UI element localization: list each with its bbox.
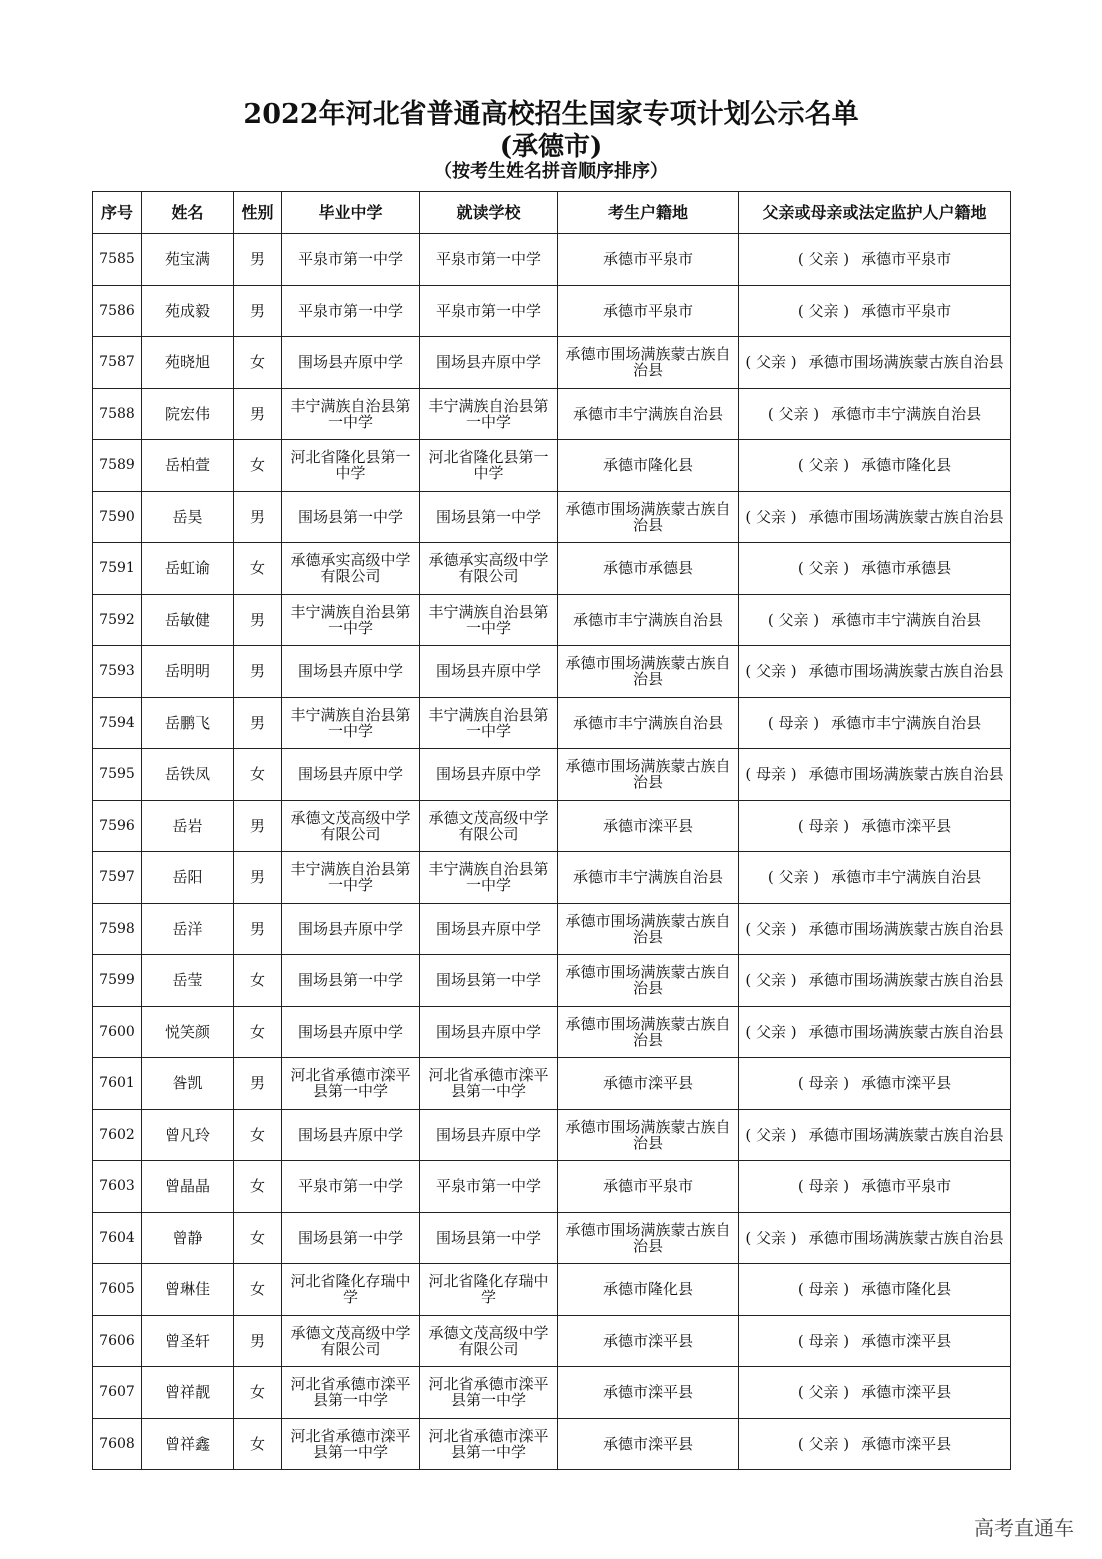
guardian-place: 承德市围场满族蒙古族自治县 bbox=[808, 1125, 1004, 1144]
cell-name: 岳昊 bbox=[142, 491, 234, 543]
cell-grad-school: 围场县第一中学 bbox=[282, 955, 420, 1007]
cell-name: 苑宝满 bbox=[142, 234, 234, 286]
cell-grad-school: 承德文茂高级中学有限公司 bbox=[282, 1315, 420, 1367]
cell-sex: 女 bbox=[234, 1367, 282, 1419]
guardian-place: 承德市滦平县 bbox=[861, 1383, 952, 1402]
cell-grad-school: 丰宁满族自治县第一中学 bbox=[282, 697, 420, 749]
cell-name: 岳洋 bbox=[142, 903, 234, 955]
table-row bbox=[93, 852, 1011, 904]
cell-name: 岳岩 bbox=[142, 800, 234, 852]
cell-sex: 女 bbox=[234, 1418, 282, 1470]
cell-seq: 7599 bbox=[93, 955, 142, 1007]
cell-grad-school: 围场县第一中学 bbox=[282, 491, 420, 543]
col-header-guardian-registration: 父亲或母亲或法定监护人户籍地 bbox=[739, 192, 1011, 234]
guardian-relation: ( 父亲 ) bbox=[745, 353, 797, 372]
cell-guardian-registration bbox=[739, 285, 1011, 337]
cell-seq: 7595 bbox=[93, 749, 142, 801]
guardian-place: 承德市丰宁满族自治县 bbox=[831, 713, 982, 732]
cell-name: 悦笑颜 bbox=[142, 1006, 234, 1058]
cell-sex: 女 bbox=[234, 1264, 282, 1316]
guardian-relation: ( 父亲 ) bbox=[797, 1434, 850, 1453]
cell-registration: 承德市围场满族蒙古族自治县 bbox=[558, 903, 739, 955]
cell-seq: 7596 bbox=[93, 800, 142, 852]
guardian-place: 承德市滦平县 bbox=[861, 1331, 952, 1350]
cell-sex: 女 bbox=[234, 1161, 282, 1213]
cell-current-school: 围场县卉原中学 bbox=[420, 903, 558, 955]
cell-sex: 男 bbox=[234, 234, 282, 286]
cell-seq: 7593 bbox=[93, 646, 142, 698]
cell-sex: 女 bbox=[234, 1006, 282, 1058]
guardian-relation: ( 父亲 ) bbox=[767, 610, 820, 629]
cell-registration: 承德市平泉市 bbox=[558, 234, 739, 286]
cell-registration: 承德市平泉市 bbox=[558, 285, 739, 337]
table-row bbox=[93, 388, 1011, 440]
table-row bbox=[93, 543, 1011, 595]
cell-seq: 7606 bbox=[93, 1315, 142, 1367]
cell-grad-school: 围场县卉原中学 bbox=[282, 337, 420, 389]
guardian-relation: ( 父亲 ) bbox=[745, 507, 797, 526]
cell-sex: 男 bbox=[234, 491, 282, 543]
cell-registration: 承德市围场满族蒙古族自治县 bbox=[558, 646, 739, 698]
table-row bbox=[93, 1367, 1011, 1419]
guardian-relation: ( 父亲 ) bbox=[745, 1228, 797, 1247]
cell-registration: 承德市滦平县 bbox=[558, 1367, 739, 1419]
cell-sex: 女 bbox=[234, 1109, 282, 1161]
cell-grad-school: 丰宁满族自治县第一中学 bbox=[282, 594, 420, 646]
cell-sex: 男 bbox=[234, 697, 282, 749]
cell-registration: 承德市丰宁满族自治县 bbox=[558, 697, 739, 749]
table-row bbox=[93, 1109, 1011, 1161]
cell-current-school: 河北省隆化县第一中学 bbox=[420, 440, 558, 492]
guardian-relation: ( 父亲 ) bbox=[767, 868, 820, 887]
cell-grad-school: 河北省隆化县第一中学 bbox=[282, 440, 420, 492]
guardian-relation: ( 母亲 ) bbox=[745, 765, 797, 784]
guardian-relation: ( 父亲 ) bbox=[797, 559, 850, 578]
cell-sex: 女 bbox=[234, 337, 282, 389]
guardian-relation: ( 母亲 ) bbox=[767, 713, 820, 732]
table-row bbox=[93, 1006, 1011, 1058]
cell-guardian-registration bbox=[739, 697, 1011, 749]
cell-registration: 承德市围场满族蒙古族自治县 bbox=[558, 1109, 739, 1161]
guardian-place: 承德市承德县 bbox=[861, 559, 952, 578]
watermark-text: 高考直通车 bbox=[974, 1516, 1074, 1540]
cell-seq: 7604 bbox=[93, 1212, 142, 1264]
guardian-place: 承德市围场满族蒙古族自治县 bbox=[808, 662, 1004, 681]
cell-name: 岳明明 bbox=[142, 646, 234, 698]
cell-sex: 男 bbox=[234, 852, 282, 904]
cell-grad-school: 围场县卉原中学 bbox=[282, 646, 420, 698]
guardian-place: 承德市丰宁满族自治县 bbox=[831, 610, 982, 629]
cell-guardian-registration bbox=[739, 852, 1011, 904]
cell-grad-school: 河北省承德市滦平县第一中学 bbox=[282, 1418, 420, 1470]
cell-name: 院宏伟 bbox=[142, 388, 234, 440]
cell-name: 岳柏萱 bbox=[142, 440, 234, 492]
guardian-relation: ( 父亲 ) bbox=[797, 456, 850, 475]
cell-name: 曾祥靓 bbox=[142, 1367, 234, 1419]
cell-sex: 男 bbox=[234, 646, 282, 698]
cell-registration: 承德市承德县 bbox=[558, 543, 739, 595]
col-header-grad-school: 毕业中学 bbox=[282, 192, 420, 234]
cell-grad-school: 围场县卉原中学 bbox=[282, 1109, 420, 1161]
cell-seq: 7592 bbox=[93, 594, 142, 646]
col-header-name: 姓名 bbox=[142, 192, 234, 234]
cell-sex: 男 bbox=[234, 1058, 282, 1110]
cell-guardian-registration bbox=[739, 749, 1011, 801]
cell-guardian-registration bbox=[739, 1006, 1011, 1058]
cell-seq: 7585 bbox=[93, 234, 142, 286]
table-row bbox=[93, 955, 1011, 1007]
cell-current-school: 围场县卉原中学 bbox=[420, 337, 558, 389]
cell-grad-school: 平泉市第一中学 bbox=[282, 1161, 420, 1213]
cell-guardian-registration bbox=[739, 1109, 1011, 1161]
cell-registration: 承德市围场满族蒙古族自治县 bbox=[558, 1006, 739, 1058]
cell-sex: 女 bbox=[234, 440, 282, 492]
cell-registration: 承德市围场满族蒙古族自治县 bbox=[558, 955, 739, 1007]
cell-guardian-registration bbox=[739, 1315, 1011, 1367]
cell-registration: 承德市滦平县 bbox=[558, 800, 739, 852]
guardian-relation: ( 父亲 ) bbox=[745, 662, 797, 681]
guardian-relation: ( 父亲 ) bbox=[797, 301, 850, 320]
cell-registration: 承德市隆化县 bbox=[558, 440, 739, 492]
cell-grad-school: 围场县第一中学 bbox=[282, 1212, 420, 1264]
cell-name: 岳敏健 bbox=[142, 594, 234, 646]
cell-sex: 女 bbox=[234, 749, 282, 801]
guardian-place: 承德市围场满族蒙古族自治县 bbox=[808, 353, 1004, 372]
cell-sex: 男 bbox=[234, 594, 282, 646]
cell-grad-school: 丰宁满族自治县第一中学 bbox=[282, 388, 420, 440]
cell-registration: 承德市围场满族蒙古族自治县 bbox=[558, 1212, 739, 1264]
table-row bbox=[93, 1264, 1011, 1316]
cell-seq: 7589 bbox=[93, 440, 142, 492]
cell-name: 苑晓旭 bbox=[142, 337, 234, 389]
cell-grad-school: 平泉市第一中学 bbox=[282, 234, 420, 286]
guardian-relation: ( 父亲 ) bbox=[745, 971, 797, 990]
cell-current-school: 围场县第一中学 bbox=[420, 1212, 558, 1264]
cell-grad-school: 河北省隆化存瑞中学 bbox=[282, 1264, 420, 1316]
table-row bbox=[93, 697, 1011, 749]
cell-current-school: 围场县第一中学 bbox=[420, 491, 558, 543]
guardian-relation: ( 母亲 ) bbox=[797, 1074, 850, 1093]
table-row bbox=[93, 1058, 1011, 1110]
cell-seq: 7597 bbox=[93, 852, 142, 904]
table-row bbox=[93, 1161, 1011, 1213]
cell-seq: 7607 bbox=[93, 1367, 142, 1419]
guardian-relation: ( 父亲 ) bbox=[767, 404, 820, 423]
guardian-place: 承德市围场满族蒙古族自治县 bbox=[808, 1228, 1004, 1247]
guardian-place: 承德市丰宁满族自治县 bbox=[831, 868, 982, 887]
table-row bbox=[93, 491, 1011, 543]
cell-seq: 7586 bbox=[93, 285, 142, 337]
table-row bbox=[93, 1315, 1011, 1367]
cell-current-school: 丰宁满族自治县第一中学 bbox=[420, 697, 558, 749]
cell-guardian-registration bbox=[739, 337, 1011, 389]
table-row bbox=[93, 749, 1011, 801]
cell-guardian-registration bbox=[739, 800, 1011, 852]
cell-name: 岳虹谕 bbox=[142, 543, 234, 595]
guardian-relation: ( 父亲 ) bbox=[797, 1383, 850, 1402]
cell-sex: 男 bbox=[234, 800, 282, 852]
col-header-sex: 性别 bbox=[234, 192, 282, 234]
cell-current-school: 围场县卉原中学 bbox=[420, 1006, 558, 1058]
table-row bbox=[93, 903, 1011, 955]
cell-registration: 承德市平泉市 bbox=[558, 1161, 739, 1213]
cell-seq: 7601 bbox=[93, 1058, 142, 1110]
cell-guardian-registration bbox=[739, 234, 1011, 286]
cell-sex: 男 bbox=[234, 1315, 282, 1367]
cell-current-school: 承德文茂高级中学有限公司 bbox=[420, 1315, 558, 1367]
cell-name: 曾凡玲 bbox=[142, 1109, 234, 1161]
cell-sex: 女 bbox=[234, 543, 282, 595]
cell-name: 昝凯 bbox=[142, 1058, 234, 1110]
cell-registration: 承德市丰宁满族自治县 bbox=[558, 852, 739, 904]
guardian-place: 承德市滦平县 bbox=[861, 1074, 952, 1093]
table-row bbox=[93, 800, 1011, 852]
cell-seq: 7594 bbox=[93, 697, 142, 749]
cell-registration: 承德市滦平县 bbox=[558, 1315, 739, 1367]
cell-guardian-registration bbox=[739, 594, 1011, 646]
table-row bbox=[93, 594, 1011, 646]
cell-registration: 承德市围场满族蒙古族自治县 bbox=[558, 749, 739, 801]
table-header-row bbox=[93, 192, 1011, 234]
cell-current-school: 河北省承德市滦平县第一中学 bbox=[420, 1418, 558, 1470]
cell-current-school: 承德文茂高级中学有限公司 bbox=[420, 800, 558, 852]
cell-grad-school: 承德承实高级中学有限公司 bbox=[282, 543, 420, 595]
guardian-relation: ( 母亲 ) bbox=[797, 816, 850, 835]
guardian-place: 承德市围场满族蒙古族自治县 bbox=[808, 1022, 1004, 1041]
cell-current-school: 河北省承德市滦平县第一中学 bbox=[420, 1367, 558, 1419]
cell-current-school: 平泉市第一中学 bbox=[420, 285, 558, 337]
cell-seq: 7603 bbox=[93, 1161, 142, 1213]
cell-guardian-registration bbox=[739, 1058, 1011, 1110]
cell-name: 岳鹏飞 bbox=[142, 697, 234, 749]
cell-seq: 7587 bbox=[93, 337, 142, 389]
cell-grad-school: 平泉市第一中学 bbox=[282, 285, 420, 337]
cell-seq: 7608 bbox=[93, 1418, 142, 1470]
cell-name: 岳莹 bbox=[142, 955, 234, 1007]
cell-sex: 女 bbox=[234, 1212, 282, 1264]
cell-current-school: 丰宁满族自治县第一中学 bbox=[420, 594, 558, 646]
table-row bbox=[93, 440, 1011, 492]
guardian-relation: ( 父亲 ) bbox=[745, 1125, 797, 1144]
cell-registration: 承德市滦平县 bbox=[558, 1418, 739, 1470]
guardian-place: 承德市隆化县 bbox=[861, 1280, 952, 1299]
cell-name: 曾圣轩 bbox=[142, 1315, 234, 1367]
guardian-relation: ( 父亲 ) bbox=[745, 1022, 797, 1041]
guardian-place: 承德市围场满族蒙古族自治县 bbox=[808, 919, 1004, 938]
cell-current-school: 承德承实高级中学有限公司 bbox=[420, 543, 558, 595]
cell-current-school: 河北省隆化存瑞中学 bbox=[420, 1264, 558, 1316]
guardian-place: 承德市围场满族蒙古族自治县 bbox=[808, 507, 1004, 526]
cell-seq: 7588 bbox=[93, 388, 142, 440]
guardian-place: 承德市平泉市 bbox=[861, 1177, 952, 1196]
cell-current-school: 丰宁满族自治县第一中学 bbox=[420, 852, 558, 904]
cell-registration: 承德市围场满族蒙古族自治县 bbox=[558, 491, 739, 543]
cell-registration: 承德市丰宁满族自治县 bbox=[558, 388, 739, 440]
col-header-current-school: 就读学校 bbox=[420, 192, 558, 234]
cell-guardian-registration bbox=[739, 491, 1011, 543]
cell-name: 曾静 bbox=[142, 1212, 234, 1264]
cell-guardian-registration bbox=[739, 1264, 1011, 1316]
cell-seq: 7600 bbox=[93, 1006, 142, 1058]
page-subtitle: (承德市) bbox=[499, 132, 603, 162]
cell-grad-school: 丰宁满族自治县第一中学 bbox=[282, 852, 420, 904]
guardian-relation: ( 父亲 ) bbox=[745, 919, 797, 938]
col-header-registration: 考生户籍地 bbox=[558, 192, 739, 234]
cell-seq: 7591 bbox=[93, 543, 142, 595]
guardian-place: 承德市丰宁满族自治县 bbox=[831, 404, 982, 423]
guardian-place: 承德市平泉市 bbox=[861, 301, 952, 320]
guardian-relation: ( 父亲 ) bbox=[797, 250, 850, 269]
cell-guardian-registration bbox=[739, 1367, 1011, 1419]
guardian-place: 承德市平泉市 bbox=[861, 250, 952, 269]
guardian-place: 承德市滦平县 bbox=[861, 1434, 952, 1453]
cell-grad-school: 河北省承德市滦平县第一中学 bbox=[282, 1367, 420, 1419]
page-title: 2022年河北省普通高校招生国家专项计划公示名单 bbox=[243, 99, 859, 130]
cell-seq: 7602 bbox=[93, 1109, 142, 1161]
cell-name: 岳铁凤 bbox=[142, 749, 234, 801]
guardian-relation: ( 母亲 ) bbox=[797, 1331, 850, 1350]
cell-current-school: 平泉市第一中学 bbox=[420, 234, 558, 286]
table-row bbox=[93, 646, 1011, 698]
cell-seq: 7605 bbox=[93, 1264, 142, 1316]
cell-guardian-registration bbox=[739, 955, 1011, 1007]
cell-guardian-registration bbox=[739, 646, 1011, 698]
cell-registration: 承德市围场满族蒙古族自治县 bbox=[558, 337, 739, 389]
cell-sex: 男 bbox=[234, 903, 282, 955]
cell-name: 曾祥鑫 bbox=[142, 1418, 234, 1470]
guardian-place: 承德市隆化县 bbox=[861, 456, 952, 475]
col-header-seq: 序号 bbox=[93, 192, 142, 234]
cell-name: 岳阳 bbox=[142, 852, 234, 904]
table-row bbox=[93, 234, 1011, 286]
cell-grad-school: 承德文茂高级中学有限公司 bbox=[282, 800, 420, 852]
cell-current-school: 围场县卉原中学 bbox=[420, 749, 558, 801]
cell-current-school: 围场县第一中学 bbox=[420, 955, 558, 1007]
cell-current-school: 河北省承德市滦平县第一中学 bbox=[420, 1058, 558, 1110]
guardian-relation: ( 母亲 ) bbox=[797, 1280, 850, 1299]
cell-guardian-registration bbox=[739, 388, 1011, 440]
guardian-relation: ( 母亲 ) bbox=[797, 1177, 850, 1196]
guardian-place: 承德市围场满族蒙古族自治县 bbox=[808, 765, 1004, 784]
table-row bbox=[93, 1418, 1011, 1470]
cell-guardian-registration bbox=[739, 1418, 1011, 1470]
guardian-place: 承德市滦平县 bbox=[861, 816, 952, 835]
cell-name: 苑成毅 bbox=[142, 285, 234, 337]
cell-name: 曾晶晶 bbox=[142, 1161, 234, 1213]
cell-registration: 承德市丰宁满族自治县 bbox=[558, 594, 739, 646]
cell-guardian-registration bbox=[739, 1212, 1011, 1264]
guardian-place: 承德市围场满族蒙古族自治县 bbox=[808, 971, 1004, 990]
cell-sex: 男 bbox=[234, 285, 282, 337]
cell-current-school: 平泉市第一中学 bbox=[420, 1161, 558, 1213]
table-row bbox=[93, 337, 1011, 389]
cell-sex: 男 bbox=[234, 388, 282, 440]
cell-current-school: 丰宁满族自治县第一中学 bbox=[420, 388, 558, 440]
cell-sex: 女 bbox=[234, 955, 282, 1007]
cell-guardian-registration bbox=[739, 903, 1011, 955]
cell-registration: 承德市滦平县 bbox=[558, 1058, 739, 1110]
cell-registration: 承德市隆化县 bbox=[558, 1264, 739, 1316]
sort-note: （按考生姓名拼音顺序排序） bbox=[434, 161, 668, 182]
cell-grad-school: 围场县卉原中学 bbox=[282, 903, 420, 955]
cell-seq: 7590 bbox=[93, 491, 142, 543]
cell-grad-school: 河北省承德市滦平县第一中学 bbox=[282, 1058, 420, 1110]
table-row bbox=[93, 285, 1011, 337]
cell-guardian-registration bbox=[739, 543, 1011, 595]
cell-guardian-registration bbox=[739, 440, 1011, 492]
cell-grad-school: 围场县卉原中学 bbox=[282, 1006, 420, 1058]
cell-guardian-registration bbox=[739, 1161, 1011, 1213]
cell-seq: 7598 bbox=[93, 903, 142, 955]
cell-current-school: 围场县卉原中学 bbox=[420, 646, 558, 698]
cell-grad-school: 围场县卉原中学 bbox=[282, 749, 420, 801]
table-row bbox=[93, 1212, 1011, 1264]
cell-current-school: 围场县卉原中学 bbox=[420, 1109, 558, 1161]
roster-table bbox=[92, 191, 1011, 1470]
cell-name: 曾琳佳 bbox=[142, 1264, 234, 1316]
